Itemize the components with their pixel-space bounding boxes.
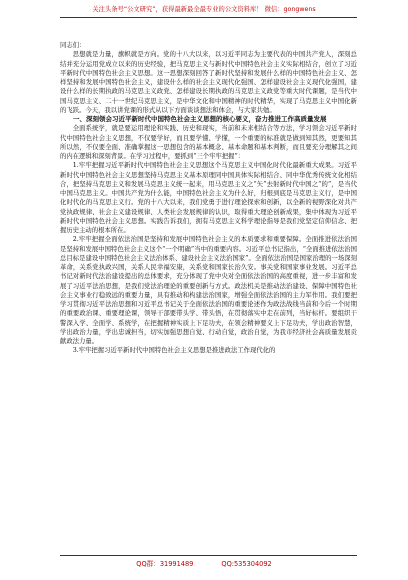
footer (0, 560, 408, 569)
section-heading: 一、深刻领会习近平新时代中国特色社会主义思想的核心要义，奋力推进工作高质量发展 (73, 115, 327, 123)
point-3-paragraph: 3.牢牢把握习近平新时代中国特色社会主义思想是推进政法工作现代化的 (72, 347, 276, 355)
salutation: 同志们： (60, 42, 86, 49)
header-banner: 关注头条号“公文研究”，获得最新最全最专业的公文资料库！ 微信：gongwens (92, 6, 316, 13)
section-intro-paragraph: 全面系统学，就是要运用理论和实践、历史和现实，当前和未来相结合等方法，学习领会习近平新时代中国特色社会主义思想，不仅要学好，而且要学懂、学懂，一个重要的标准就是做到知其然，更要知其所以然，不仅要全面、准确掌握这一思想包含的基本概念、基本命题和基本判断，而且要充分理解其之间的内在逻辑和深刻背景。在学习过程中，要抓到“三个牢牢把握”： (60, 125, 357, 160)
footer-qq: QQ:535304092 (221, 560, 272, 568)
document-body (60, 41, 357, 356)
point-1-paragraph: 1.牢牢把握习近平新时代中国特色社会主义思想这个马克思主义中国化时代化最新重大成果。习近平新时代中国特色社会主义思想坚持马克思主义基本原理同中国具体实际相结合、同中华优秀传统文化相结合，把坚持马克思主义和发展马克思主义统一起来，用马克思主义之“矢”去射新时代中国之“的”，是当代中国马克思主义。中国共产党为什么能，中国特色社会主义为什么好，归根到底是马克思主义行，是中国化时代化的马克思主义行。党的十八大以来，我们党勇于进行理论探索和创新，以全新的视野深化对共产党执政规律、社会主义建设规律、人类社会发展规律的认识，取得重大理论创新成果，集中体现为习近平新时代中国特色社会主义思想。实践告诉我们，拥有马克思主义科学理论指导是我们党坚定信仰信念、把握历史主动的根本所在。 (60, 162, 357, 234)
point-2-paragraph: 2.牢牢把握全面依法治国是坚持和发展中国特色社会主义的本质要求和重要保障。全面推进依法治国是坚持和发展中国特色社会主义这个“一个明确”当中的重要内容。习近平总书记指出，“全面推进依法治国总目标是建设中国特色社会主义法治体系、建设社会主义法治国家”。全面依法治国是国家治理的一场深刻革命，关系党执政兴国，关系人民幸福安康，关系党和国家长治久安。事关党和国家事业发展。习近平总书记对新时代法治建设提出的总体要求，充分体现了党中央对全面依法治国的高度重视，进一步丰富和发展了习近平法治思想，是我们党法治理论的重要创新与方式。政法机关是推动法治建设、保障中国特色社会主义事业行稳致远的重要力量，具有推动和构建法治国家，增强全面依法治国的主力军作用。我们要把学习贯彻习近平法治思想和习近平总书记关于全面依法治国的重要论述作为政法战线当前和今后一个时期的重要政治课、重要理论课，领导干部要带头学、带头悟，在贯彻落实中走在前列，当好标杆。要组织干警深入学、全面学、系统学，在把握精神实质上下足功夫，在领会精神要义上下足功夫，学出政治智慧，学出政治力量，学出忠诚担当，切实加强思想自觉、行动自觉，政治自觉，为我市经济社会高质量发展贡献政法力量。 (60, 236, 357, 345)
intro-paragraph: 思想就是力量，旗帜就是方向。党的十八大以来，以习近平同志为主要代表的中国共产党人，深刻总结并充分运用党成立以来的历史经验，把马克思主义与新时代中国特色社会主义实际相结合，创立了习近平新时代中国特色社会主义思想。这一思想深刻回答了新时代坚持和发展什么样的中国特色社会主义、怎样坚持和发展中国特色社会主义，建设什么样的社会主义现代化强国、怎样建设社会主义现代化强国，建设什么样的长期执政的马克思主义政党、怎样建设长期执政的马克思主义政党等重大时代课题，是当代中国马克思主义、二十一世纪马克思主义，是中华文化和中国精神的时代精华，实现了马克思主义中国化新的飞跃。今天，我以讲党课的形式从以下方面谈谈想法和体会，与大家共勉。 (60, 51, 357, 114)
footer-qq-group: QQ群：31991489 (136, 560, 194, 568)
footer-divider (60, 555, 357, 556)
header-divider (60, 17, 357, 18)
